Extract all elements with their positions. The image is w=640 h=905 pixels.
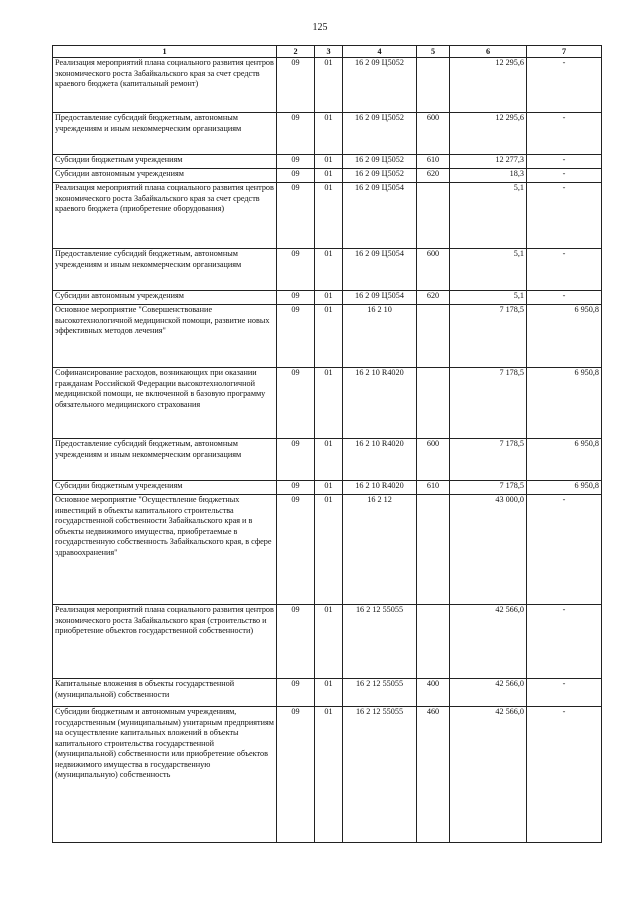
- cell-subsection: 01: [315, 183, 343, 249]
- cell-amount-1: 18,3: [450, 169, 527, 183]
- table-row: [53, 113, 602, 155]
- cell-amount-2: -: [527, 707, 602, 843]
- cell-subsection: 01: [315, 155, 343, 169]
- table-row: [53, 481, 602, 495]
- cell-expense-type: [417, 495, 450, 605]
- row-name: Предоставление субсидий бюджетным, автономным учреждениям и иным некоммерческим организациям: [53, 439, 277, 481]
- cell-target-article: 16 2 09 Ц5054: [343, 291, 417, 305]
- cell-amount-1: 5,1: [450, 249, 527, 291]
- row-name: Капитальные вложения в объекты государственной (муниципальной) собственности: [53, 679, 277, 707]
- cell-amount-1: 12 295,6: [450, 58, 527, 113]
- row-name: Реализация мероприятий плана социального развития центров экономического роста Забайкальского края (строительство и приобретение объектов государственной собственности): [53, 605, 277, 679]
- cell-subsection: 01: [315, 481, 343, 495]
- cell-section: 09: [277, 58, 315, 113]
- column-header: 3: [315, 46, 343, 58]
- row-name: Предоставление субсидий бюджетным, автономным учреждениям и иным некоммерческим организациям: [53, 249, 277, 291]
- row-name: Основное мероприятие "Осуществление бюджетных инвестиций в объекты капитального строительства государственной собственности Забайкальского края и в объекты недвижимого имущества, приобретаемые в государственную собственность Забайкальского края, в сфере здравоохранения": [53, 495, 277, 605]
- cell-expense-type: 400: [417, 679, 450, 707]
- cell-section: 09: [277, 249, 315, 291]
- cell-subsection: 01: [315, 113, 343, 155]
- cell-amount-1: 5,1: [450, 183, 527, 249]
- cell-amount-1: 5,1: [450, 291, 527, 305]
- row-name: Реализация мероприятий плана социального развития центров экономического роста Забайкальского края за счет средств краевого бюджета (приобретение оборудования): [53, 183, 277, 249]
- row-name: Субсидии бюджетным учреждениям: [53, 481, 277, 495]
- table-row: [53, 58, 602, 113]
- cell-amount-1: 43 000,0: [450, 495, 527, 605]
- cell-section: 09: [277, 305, 315, 368]
- column-header: 4: [343, 46, 417, 58]
- cell-section: 09: [277, 481, 315, 495]
- cell-subsection: 01: [315, 707, 343, 843]
- column-header: 5: [417, 46, 450, 58]
- cell-amount-1: 12 295,6: [450, 113, 527, 155]
- cell-expense-type: 610: [417, 155, 450, 169]
- cell-amount-2: -: [527, 58, 602, 113]
- cell-target-article: 16 2 12 55055: [343, 707, 417, 843]
- cell-amount-1: 7 178,5: [450, 305, 527, 368]
- cell-amount-2: -: [527, 183, 602, 249]
- cell-section: 09: [277, 291, 315, 305]
- row-name: Софинансирование расходов, возникающих при оказании гражданам Российской Федерации высокотехнологичной медицинской помощи, не включенной в базовую программу обязательного медицинского страхования: [53, 368, 277, 439]
- cell-target-article: 16 2 10 R4020: [343, 368, 417, 439]
- cell-expense-type: 600: [417, 249, 450, 291]
- budget-table: [52, 45, 602, 843]
- cell-target-article: 16 2 10 R4020: [343, 481, 417, 495]
- cell-amount-1: 42 566,0: [450, 679, 527, 707]
- cell-subsection: 01: [315, 495, 343, 605]
- row-name: Субсидии автономным учреждениям: [53, 169, 277, 183]
- cell-section: 09: [277, 679, 315, 707]
- cell-amount-2: -: [527, 495, 602, 605]
- cell-subsection: 01: [315, 58, 343, 113]
- cell-subsection: 01: [315, 679, 343, 707]
- cell-amount-1: 42 566,0: [450, 605, 527, 679]
- cell-amount-1: 7 178,5: [450, 439, 527, 481]
- cell-section: 09: [277, 155, 315, 169]
- cell-expense-type: [417, 305, 450, 368]
- row-name: Субсидии бюджетным и автономным учреждениям, государственным (муниципальным) унитарным предприятиям на осуществление капитальных вложений в объекты капитального строительства государственной (муниципальной) собственности или приобретение объектов недвижимого имущества в государственную (муниципальную) собственность: [53, 707, 277, 843]
- cell-expense-type: [417, 183, 450, 249]
- column-header: 2: [277, 46, 315, 58]
- cell-section: 09: [277, 707, 315, 843]
- cell-expense-type: 620: [417, 291, 450, 305]
- row-name: Основное мероприятие "Совершенствование высокотехнологичной медицинской помощи, развитие новых эффективных методов лечения": [53, 305, 277, 368]
- cell-section: 09: [277, 495, 315, 605]
- column-header: 6: [450, 46, 527, 58]
- cell-subsection: 01: [315, 368, 343, 439]
- table-row: [53, 679, 602, 707]
- cell-section: 09: [277, 605, 315, 679]
- cell-subsection: 01: [315, 439, 343, 481]
- cell-expense-type: 620: [417, 169, 450, 183]
- cell-expense-type: 600: [417, 439, 450, 481]
- row-name: Предоставление субсидий бюджетным, автономным учреждениям и иным некоммерческим организациям: [53, 113, 277, 155]
- cell-target-article: 16 2 09 Ц5052: [343, 169, 417, 183]
- cell-amount-1: 7 178,5: [450, 481, 527, 495]
- cell-amount-2: -: [527, 679, 602, 707]
- cell-expense-type: 600: [417, 113, 450, 155]
- table-row: [53, 707, 602, 843]
- cell-target-article: 16 2 12 55055: [343, 679, 417, 707]
- cell-target-article: 16 2 12: [343, 495, 417, 605]
- cell-subsection: 01: [315, 249, 343, 291]
- cell-expense-type: 460: [417, 707, 450, 843]
- cell-target-article: 16 2 09 Ц5052: [343, 58, 417, 113]
- cell-target-article: 16 2 10: [343, 305, 417, 368]
- cell-section: 09: [277, 439, 315, 481]
- cell-amount-2: -: [527, 249, 602, 291]
- cell-target-article: 16 2 12 55055: [343, 605, 417, 679]
- cell-target-article: 16 2 09 Ц5052: [343, 113, 417, 155]
- table-row: [53, 305, 602, 368]
- cell-amount-2: -: [527, 291, 602, 305]
- row-name: Субсидии автономным учреждениям: [53, 291, 277, 305]
- page-number: 125: [312, 22, 328, 33]
- cell-amount-1: 7 178,5: [450, 368, 527, 439]
- cell-section: 09: [277, 368, 315, 439]
- cell-expense-type: [417, 58, 450, 113]
- table-row: [53, 155, 602, 169]
- table-row: [53, 249, 602, 291]
- cell-amount-1: 12 277,3: [450, 155, 527, 169]
- table-row: [53, 291, 602, 305]
- cell-amount-2: 6 950,8: [527, 481, 602, 495]
- cell-section: 09: [277, 169, 315, 183]
- cell-amount-2: 6 950,8: [527, 439, 602, 481]
- cell-subsection: 01: [315, 169, 343, 183]
- cell-section: 09: [277, 183, 315, 249]
- cell-target-article: 16 2 09 Ц5054: [343, 183, 417, 249]
- cell-amount-2: 6 950,8: [527, 305, 602, 368]
- cell-expense-type: [417, 605, 450, 679]
- cell-subsection: 01: [315, 291, 343, 305]
- table-row: [53, 183, 602, 249]
- cell-amount-2: -: [527, 155, 602, 169]
- column-header: 7: [527, 46, 602, 58]
- cell-target-article: 16 2 09 Ц5052: [343, 155, 417, 169]
- header-row: [53, 46, 602, 58]
- column-header: 1: [53, 46, 277, 58]
- cell-amount-2: -: [527, 605, 602, 679]
- cell-amount-1: 42 566,0: [450, 707, 527, 843]
- cell-target-article: 16 2 10 R4020: [343, 439, 417, 481]
- table-row: [53, 439, 602, 481]
- cell-target-article: 16 2 09 Ц5054: [343, 249, 417, 291]
- table-row: [53, 605, 602, 679]
- table-row: [53, 169, 602, 183]
- cell-expense-type: [417, 368, 450, 439]
- row-name: Субсидии бюджетным учреждениям: [53, 155, 277, 169]
- cell-section: 09: [277, 113, 315, 155]
- cell-expense-type: 610: [417, 481, 450, 495]
- table-row: [53, 495, 602, 605]
- row-name: Реализация мероприятий плана социального развития центров экономического роста Забайкальского края за счет средств краевого бюджета (капитальный ремонт): [53, 58, 277, 113]
- cell-subsection: 01: [315, 605, 343, 679]
- cell-amount-2: 6 950,8: [527, 368, 602, 439]
- table-row: [53, 368, 602, 439]
- cell-amount-2: -: [527, 113, 602, 155]
- cell-subsection: 01: [315, 305, 343, 368]
- cell-amount-2: -: [527, 169, 602, 183]
